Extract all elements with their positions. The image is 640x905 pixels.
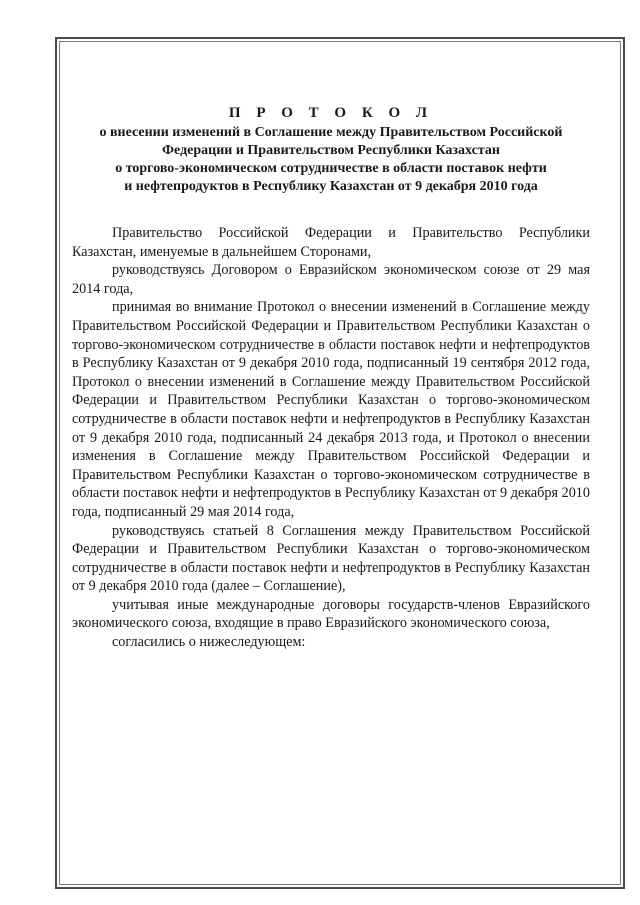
subtitle-line: о внесении изменений в Соглашение между Правительством Российской xyxy=(99,125,563,140)
document-content xyxy=(72,104,590,652)
subtitle-line: о торгово-экономическом сотрудничестве в области поставок нефти xyxy=(115,161,547,176)
paragraph-international-treaties: учитывая иные международные договоры государств-членов Евразийского экономического союза, входящие в право Евразийского экономического союза, xyxy=(72,596,590,632)
document-subtitle xyxy=(72,124,590,196)
paragraph-article-8: руководствуясь статьей 8 Соглашения между Правительством Российской Федерации и Правительством Республики Казахстан о торгово-экономическом сотрудничестве в области поставок нефти и нефтепродуктов в Республику Казахстан от 9 декабря 2010 года (далее – Соглашение), xyxy=(72,522,590,595)
subtitle-line: Федерации и Правительством Республики Казахстан xyxy=(162,143,500,158)
subtitle-line: и нефтепродуктов в Республику Казахстан от 9 декабря 2010 года xyxy=(124,179,538,194)
document-body xyxy=(72,224,590,652)
document-title: П Р О Т О К О Л xyxy=(228,105,434,121)
paragraph-eaeu-treaty: руководствуясь Договором о Евразийском экономическом союзе от 29 мая 2014 года, xyxy=(72,262,590,297)
paragraph-agreed: согласились о нижеследующем: xyxy=(112,634,306,651)
paragraph-prior-protocols: принимая во внимание Протокол о внесении изменений в Соглашение между Правительством Российской Федерации и Правительством Республики Казахстан о торгово-экономическом сотрудничестве в области поставок нефти и нефтепродуктов в Республику Казахстан от 9 декабря 2010 года, подписанный 19 сентября 2012 года, Протокол о внесении изменений в Соглашение между Правительством Российской Федерации и Правительством Республики Казахстан о торгово-экономическом сотрудничестве в области поставок нефти и нефтепродуктов в Республику Казахстан от 9 декабря 2010 года, подписанный 24 декабря 2013 года, и Протокол о внесении изменения в Соглашение между Правительством Российской Федерации и Правительством Республики Казахстан о торгово-экономическом сотрудничестве в области поставок нефти и нефтепродуктов в Республику Казахстан от 9 декабря 2010 года, подписанный 29 мая 2014 года, xyxy=(72,299,590,520)
paragraph-parties: Правительство Российской Федерации и Правительство Республики Казахстан, именуемые в дальнейшем Сторонами, xyxy=(72,225,590,260)
